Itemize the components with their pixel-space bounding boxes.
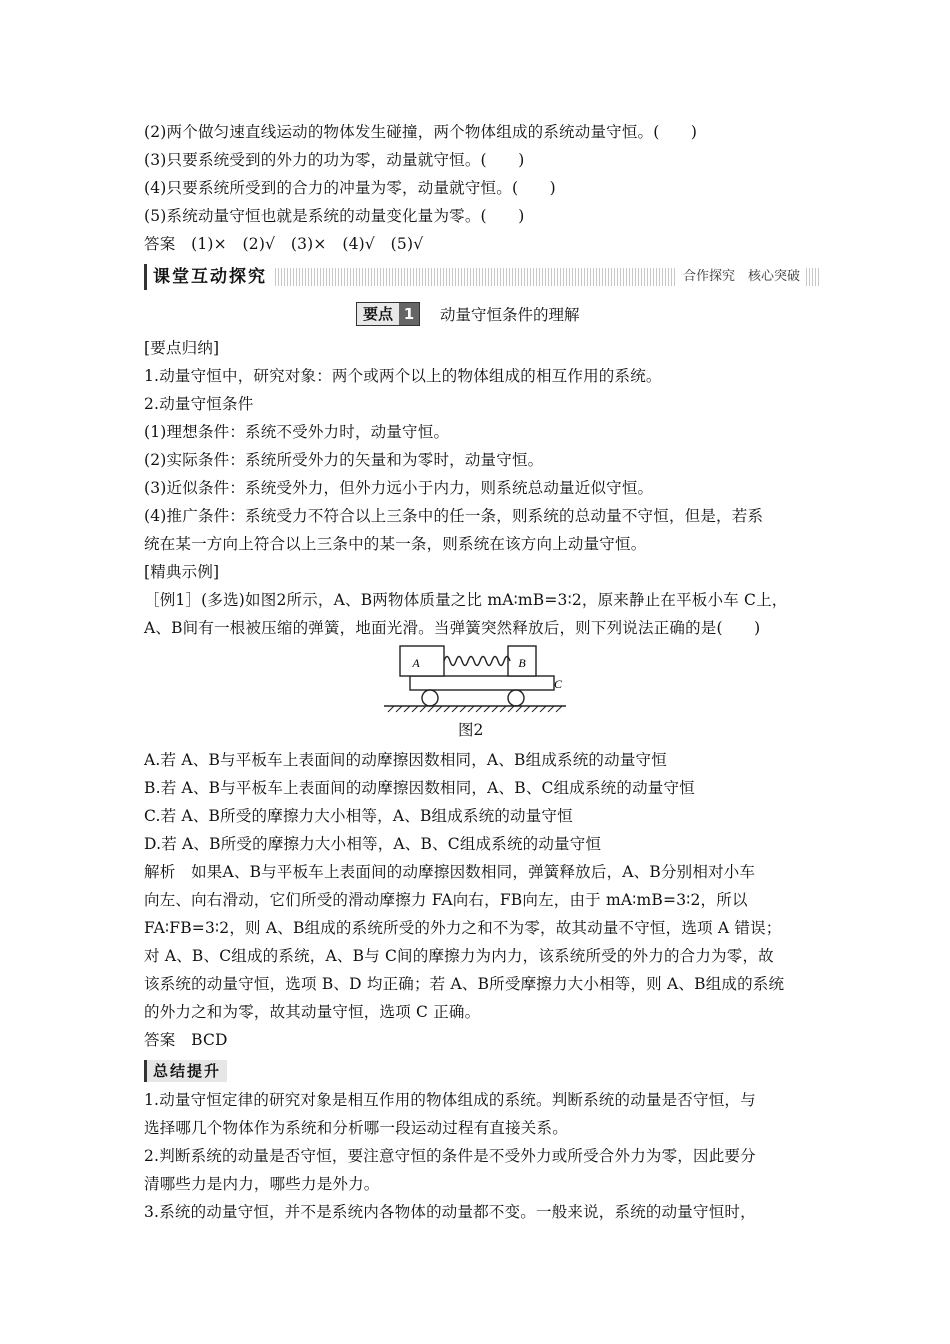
section-title: 课堂互动探究 [144, 264, 273, 290]
quiz-answer: 答案 (1)× (2)√ (3)× (4)√ (5)√ [144, 235, 424, 253]
label-b: B [518, 656, 526, 670]
summary-line: (3)近似条件：系统受外力，但外力远小于内力，则系统总动量近似守恒。 [144, 479, 654, 497]
example-heading: [精典示例] [144, 563, 220, 581]
conclusion-line: 1.动量守恒定律的研究对象是相互作用的物体组成的系统。判断系统的动量是否守恒，与 [144, 1091, 756, 1109]
cart-spring-figure [376, 640, 572, 718]
spring [444, 657, 510, 666]
quiz-item-3: (3)只要系统受到的外力的功为零，动量就守恒。( ) [144, 151, 525, 169]
analysis-line: 的外力之和为零，故其动量守恒，选项 C 正确。 [144, 1003, 481, 1021]
section-tag: 合作探究 核心突破 [677, 267, 806, 287]
keypoint-number: 1 [399, 303, 419, 325]
analysis-line: 该系统的动量守恒，选项 B、D 均正确；若 A、B所受摩擦力大小相等，则 A、B组成的系统 [144, 975, 785, 993]
section-header [144, 264, 820, 290]
summary-line: (1)理想条件：系统不受外力时，动量守恒。 [144, 423, 450, 441]
keypoint-title: 动量守恒条件的理解 [440, 306, 580, 324]
example-answer: 答案 BCD [144, 1031, 228, 1049]
summary-line: (4)推广条件：系统受力不符合以上三条中的任一条，则系统的总动量不守恒，但是，若系 [144, 507, 764, 525]
conclusion-line: 清哪些力是内力，哪些力是外力。 [144, 1175, 380, 1193]
summary-line: 1.动量守恒中，研究对象：两个或两个以上的物体组成的相互作用的系统。 [144, 367, 662, 385]
wheel-left [422, 690, 438, 706]
ground-hatch [388, 706, 562, 712]
option-c: C.若 A、B所受的摩擦力大小相等，A、B组成系统的动量守恒 [144, 807, 573, 825]
block-a [400, 646, 444, 676]
keypoint-label: 要点 [357, 303, 399, 325]
keypoint-heading [356, 302, 580, 326]
example-text: ［例1］(多选)如图2所示，A、B两物体质量之比 mA∶mB=3∶2，原来静止在平板小车 C上， [144, 591, 788, 609]
keypoint-badge [356, 302, 420, 326]
summary-line: 统在某一方向上符合以上三条中的某一条，则系统在该方向上动量守恒。 [144, 535, 647, 553]
conclusion-line: 3.系统的动量守恒，并不是系统内各物体的动量都不变。一般来说，系统的动量守恒时， [144, 1203, 756, 1221]
option-a: A.若 A、B与平板车上表面间的动摩擦因数相同，A、B组成系统的动量守恒 [144, 751, 667, 769]
conclusion-line: 2.判断系统的动量是否守恒，要注意守恒的条件是不受外力或所受合外力为零，因此要分 [144, 1147, 756, 1165]
conclusion-line: 选择哪几个物体作为系统和分析哪一段运动过程有直接关系。 [144, 1119, 568, 1137]
summary-heading: [要点归纳] [144, 339, 220, 357]
analysis-line: 向左、向右滑动，它们所受的滑动摩擦力 FA向右，FB向左，由于 mA∶mB=3∶2，所以 [144, 891, 748, 909]
summary-box-title: 总结提升 [144, 1060, 227, 1082]
label-a: A [412, 656, 420, 670]
summary-line: 2.动量守恒条件 [144, 395, 254, 413]
quiz-item-2: (2)两个做匀速直线运动的物体发生碰撞，两个物体组成的系统动量守恒。( ) [144, 123, 698, 141]
analysis-line: 解析 如果A、B与平板车上表面间的动摩擦因数相同，弹簧释放后，A、B分别相对小车 [144, 863, 756, 881]
label-c: C [553, 677, 563, 691]
wheel-right [508, 690, 524, 706]
option-d: D.若 A、B所受的摩擦力大小相等，A、B、C组成系统的动量守恒 [144, 835, 602, 853]
summary-line: (2)实际条件：系统所受外力的矢量和为零时，动量守恒。 [144, 451, 544, 469]
example-text: A、B间有一根被压缩的弹簧，地面光滑。当弹簧突然释放后，则下列说法正确的是( ) [144, 619, 761, 637]
analysis-line: FA∶FB=3∶2，则 A、B组成的系统所受的外力之和不为零，故其动量不守恒，选项 A 错误； [144, 919, 782, 937]
quiz-item-5: (5)系统动量守恒也就是系统的动量变化量为零。( ) [144, 207, 525, 225]
cart-platform [410, 676, 554, 690]
analysis-line: 对 A、B、C组成的系统，A、B与 C间的摩擦力为内力，该系统所受的外力的合力为零，故 [144, 947, 774, 965]
option-b: B.若 A、B与平板车上表面间的动摩擦因数相同，A、B、C组成系统的动量守恒 [144, 779, 695, 797]
quiz-item-4: (4)只要系统所受到的合力的冲量为零，动量就守恒。( ) [144, 179, 556, 197]
figure-caption: 图2 [458, 721, 484, 739]
